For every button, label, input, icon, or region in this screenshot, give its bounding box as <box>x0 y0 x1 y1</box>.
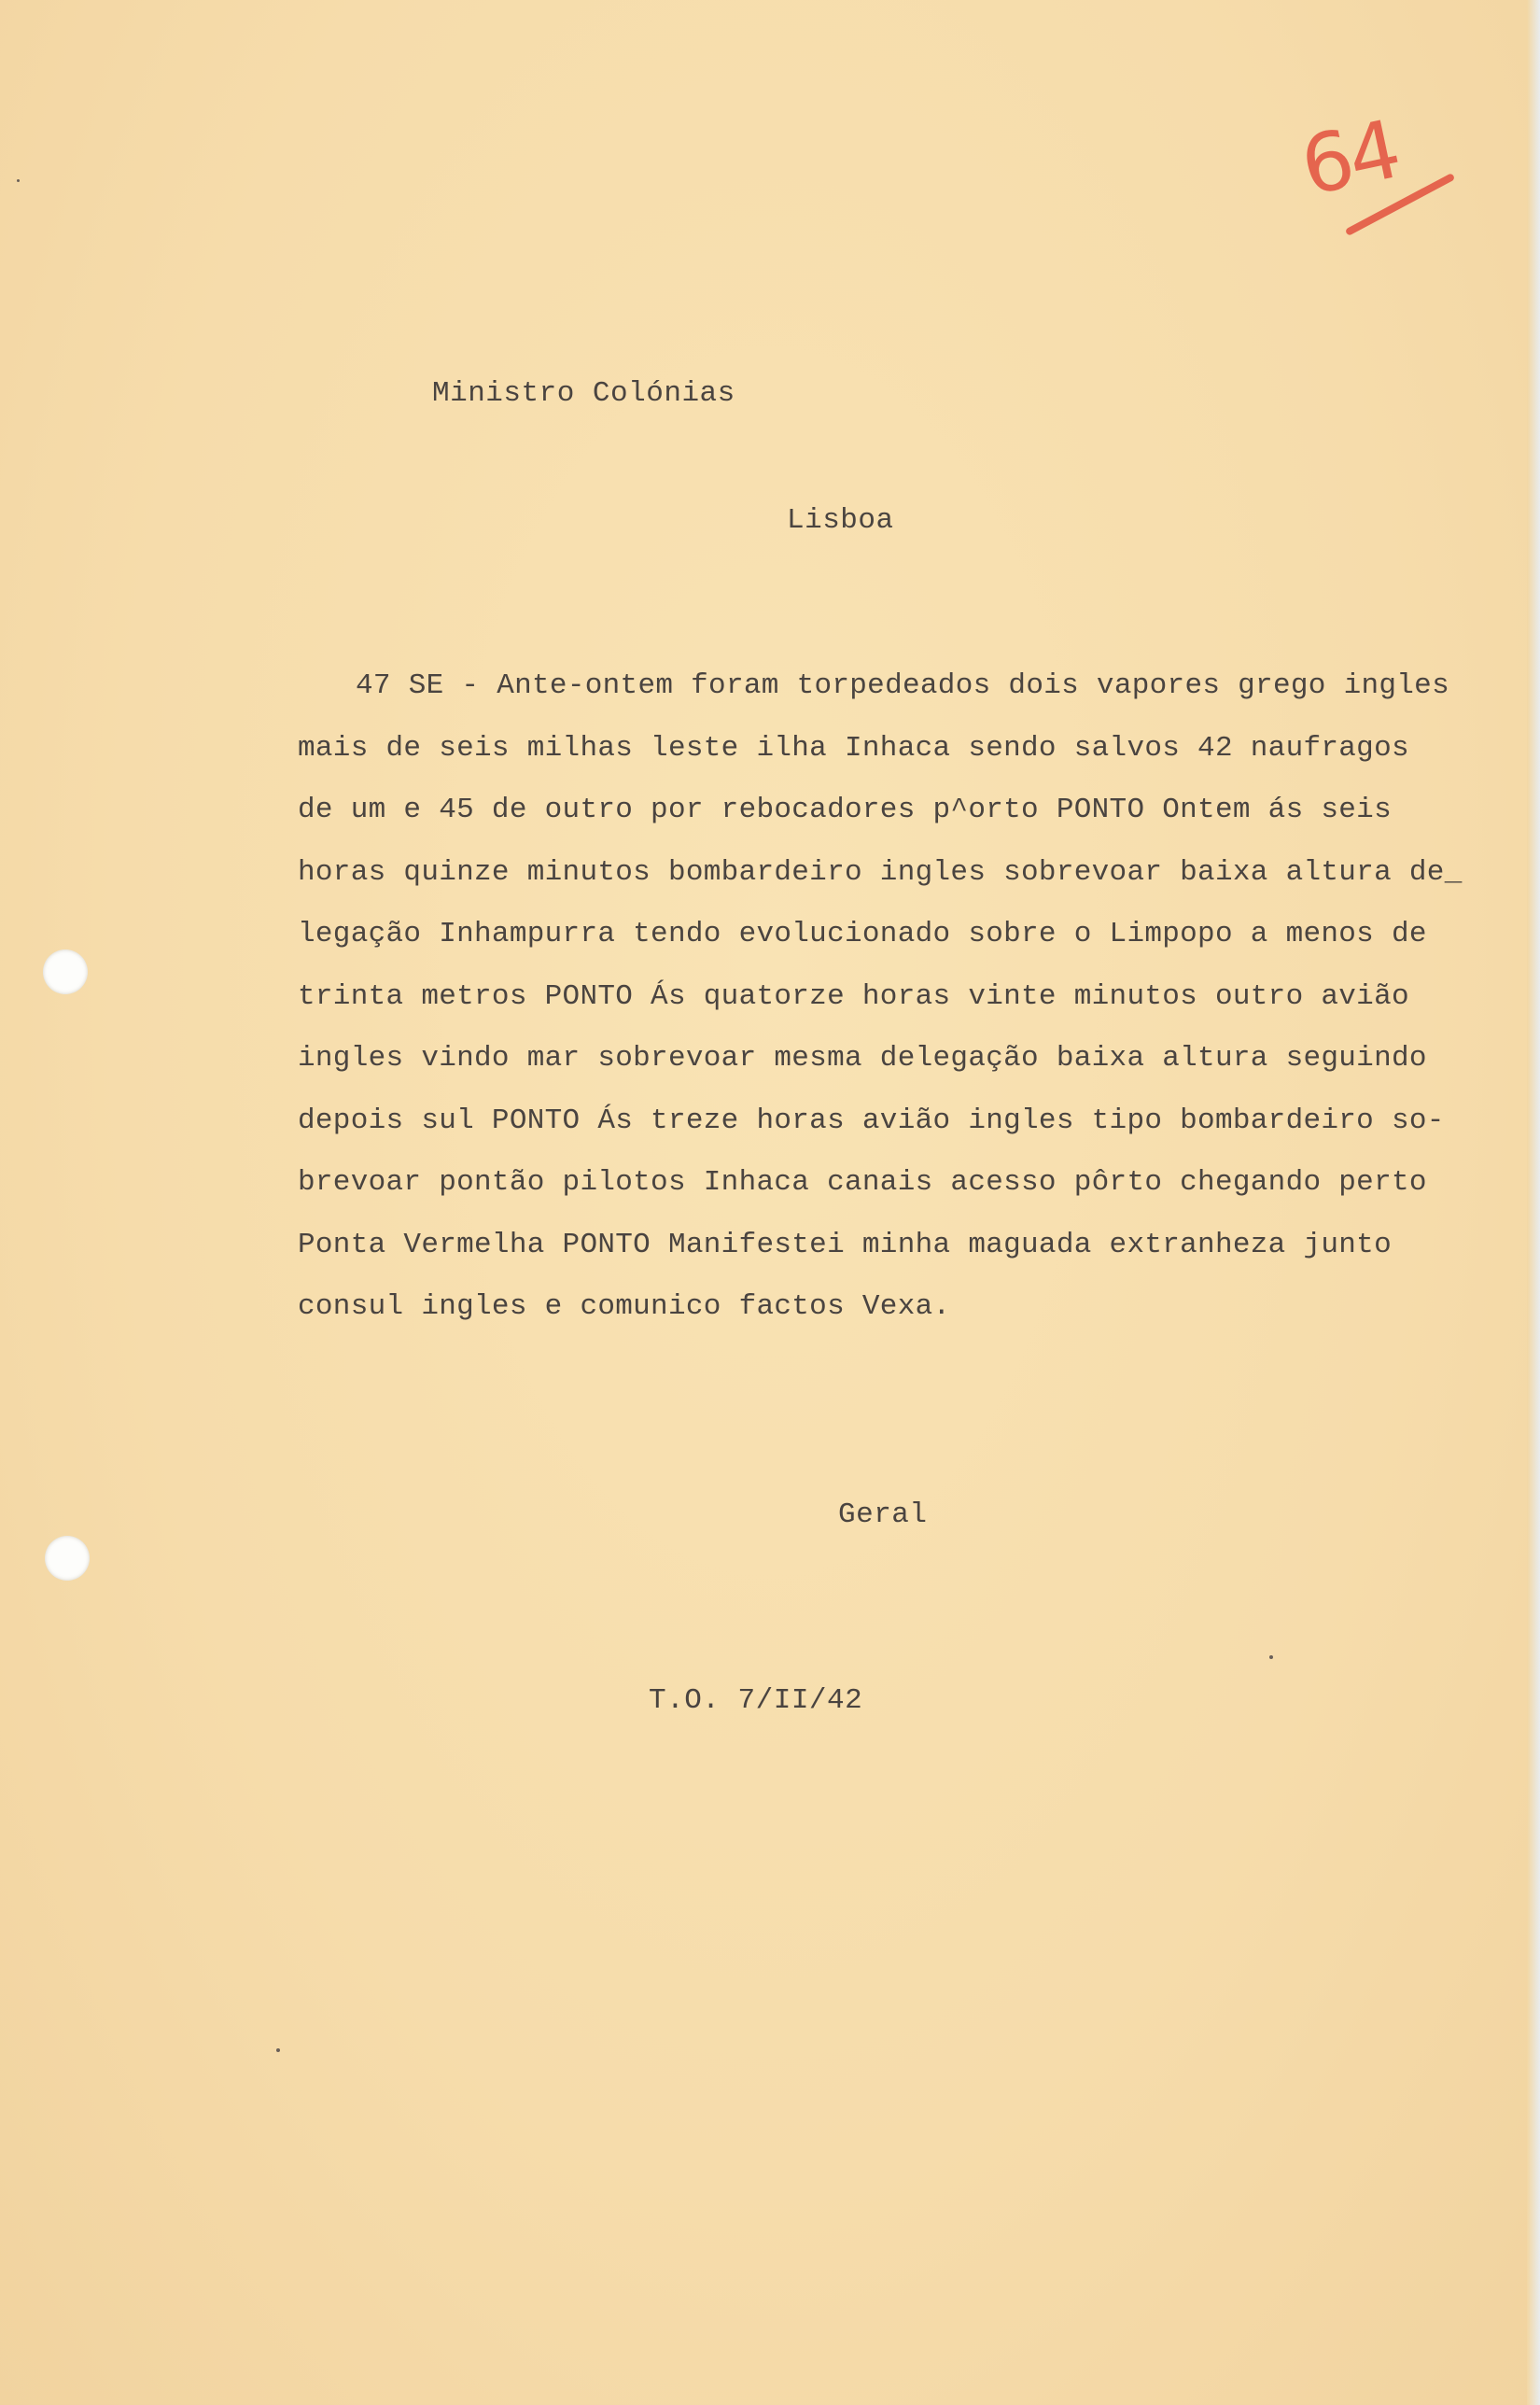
telegram-reference: T.O. 7/II/42 <box>649 1684 863 1717</box>
body-line: de um e 45 de outro por rebocadores p^orto PONTO Ontem ás seis <box>298 794 1392 826</box>
body-line: consul ingles e comunico factos Vexa. <box>298 1290 951 1323</box>
punch-hole <box>45 1536 90 1581</box>
body-line: Ponta Vermelha PONTO Manifestei minha maguada extranheza junto <box>298 1228 1392 1261</box>
folio-number: 64 <box>1293 103 1406 215</box>
destination-city: Lisboa <box>787 504 894 537</box>
folio-mark <box>1293 103 1470 243</box>
body-line: ingles vindo mar sobrevoar mesma delegação baixa altura seguindo <box>298 1042 1427 1075</box>
punch-hole <box>43 949 88 994</box>
body-line: brevoar pontão pilotos Inhaca canais acesso pôrto chegando perto <box>298 1166 1427 1199</box>
body-line: mais de seis milhas leste ilha Inhaca sendo salvos 42 naufragos <box>298 731 1409 765</box>
addressee: Ministro Colónias <box>432 377 735 410</box>
telegram-body <box>298 655 1463 1339</box>
body-line: 47 SE - Ante-ontem foram torpedeados dois vapores grego ingles <box>356 669 1449 702</box>
paper-speck <box>276 2048 280 2052</box>
page-edge <box>1527 0 1540 2405</box>
body-line: legação Inhampurra tendo evolucionado sobre o Limpopo a menos de <box>298 918 1427 950</box>
paper-speck <box>1269 1655 1273 1659</box>
paper-speck <box>17 179 20 182</box>
body-line: depois sul PONTO Ás treze horas avião ingles tipo bombardeiro so- <box>298 1104 1445 1137</box>
signature: Geral <box>838 1498 928 1531</box>
body-line: horas quinze minutos bombardeiro ingles sobrevoar baixa altura de_ <box>298 855 1463 889</box>
body-line: trinta metros PONTO Ás quatorze horas vinte minutos outro avião <box>298 979 1409 1013</box>
